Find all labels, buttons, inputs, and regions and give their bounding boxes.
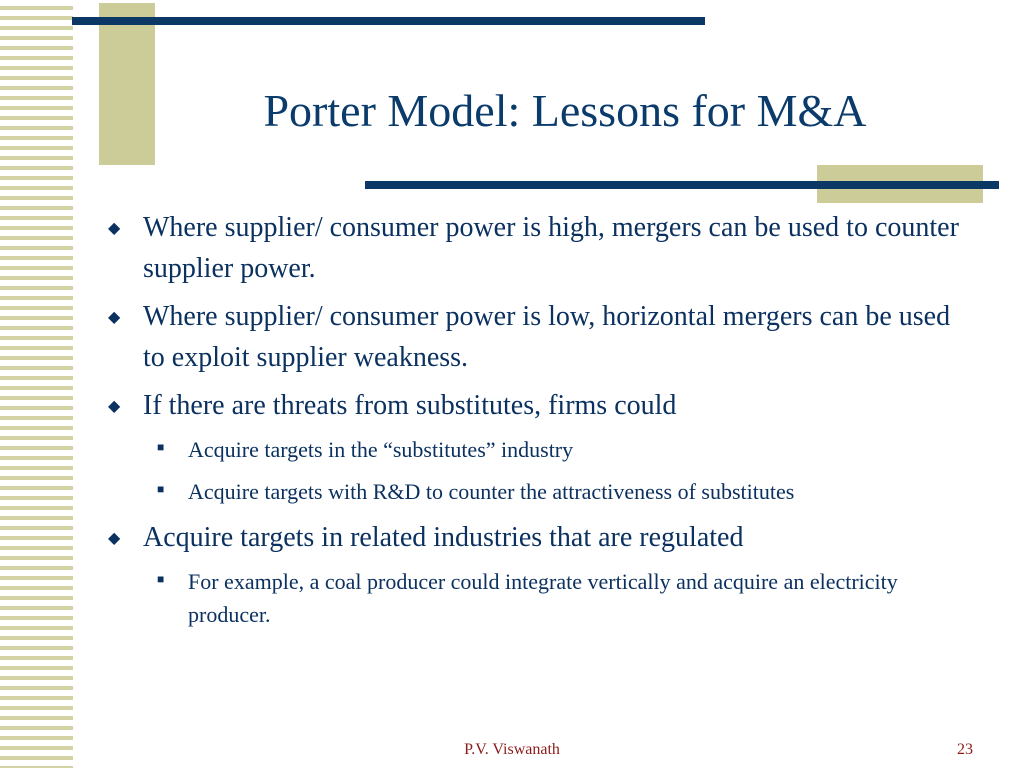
title-rule-bottom <box>365 181 999 189</box>
square-bullet-icon: ■ <box>157 482 165 496</box>
sub-bullet-text: Acquire targets with R&D to counter the attractiveness of substitutes <box>188 479 795 504</box>
bullet-list <box>108 207 988 640</box>
bullet-text: Where supplier/ consumer power is high, mergers can be used to counter supplier power. <box>143 212 959 284</box>
page-number: 23 <box>957 741 973 758</box>
bullet-item <box>108 517 963 558</box>
bullet-text: If there are threats from substitutes, firms could <box>143 390 677 421</box>
bullet-text: Where supplier/ consumer power is low, horizontal mergers can be used to exploit supplier weakness. <box>143 301 951 373</box>
sub-bullet-text: Acquire targets in the “substitutes” industry <box>188 437 574 462</box>
diamond-bullet-icon: ◆ <box>108 309 121 326</box>
square-bullet-icon: ■ <box>157 440 165 454</box>
diamond-bullet-icon: ◆ <box>108 530 121 547</box>
diamond-bullet-icon: ◆ <box>108 220 121 237</box>
decorative-stripes <box>0 0 73 768</box>
square-bullet-icon: ■ <box>157 572 165 586</box>
sub-bullet-text: For example, a coal producer could integrate vertically and acquire an electricity producer. <box>188 569 898 627</box>
slide-title: Porter Model: Lessons for M&A <box>263 85 867 136</box>
accent-block-top <box>99 3 155 165</box>
sub-bullet-item <box>157 565 958 631</box>
footer-author: P.V. Viswanath <box>464 741 560 758</box>
sub-bullet-item <box>157 475 988 508</box>
title-rule-top <box>72 17 705 25</box>
bullet-item <box>108 296 963 378</box>
bullet-text: Acquire targets in related industries that are regulated <box>143 522 744 553</box>
bullet-item <box>108 385 963 426</box>
diamond-bullet-icon: ◆ <box>108 398 121 415</box>
bullet-item <box>108 207 963 289</box>
sub-bullet-item <box>157 433 988 466</box>
